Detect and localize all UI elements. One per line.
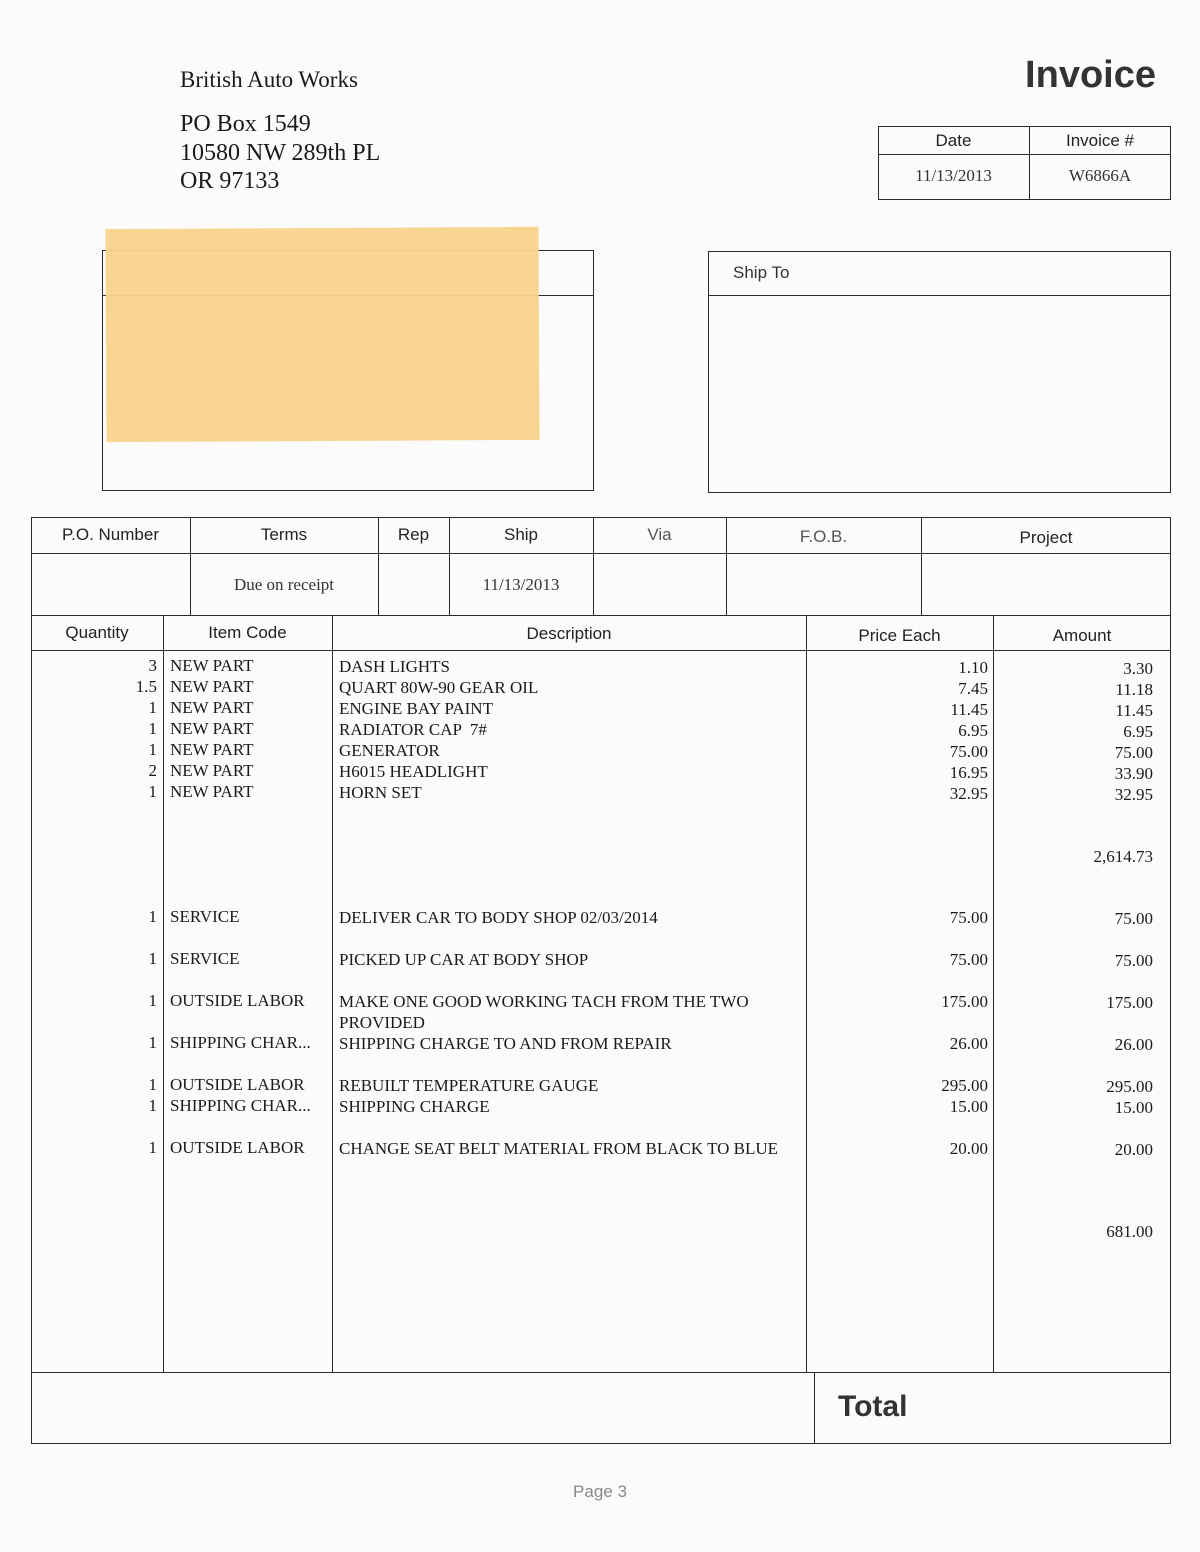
row-item-code: NEW PART: [170, 782, 254, 801]
company-name: British Auto Works: [180, 67, 358, 92]
row-price: 26.00: [949, 1034, 988, 1053]
row-item-code: SHIPPING CHAR...: [170, 1033, 311, 1052]
row-description: RADIATOR CAP 7#: [339, 720, 487, 739]
rep-header: Rep: [397, 525, 430, 544]
divider: [31, 553, 1171, 554]
row-description: QUART 80W-90 GEAR OIL: [339, 678, 539, 697]
row-description: CHANGE SEAT BELT MATERIAL FROM BLACK TO BLUE: [339, 1139, 779, 1158]
row-price: 32.95: [949, 784, 988, 803]
row-quantity: 1: [148, 991, 157, 1010]
row-item-code: NEW PART: [170, 677, 254, 696]
via-header: Via: [647, 525, 672, 544]
project-header: Project: [1019, 528, 1073, 547]
row-amount: 3.30: [1123, 659, 1153, 678]
divider: [31, 650, 1171, 651]
row-price: 1.10: [958, 658, 988, 677]
row-amount: 32.95: [1114, 785, 1153, 804]
row-item-code: NEW PART: [170, 656, 254, 675]
row-amount: 11.18: [1115, 680, 1153, 699]
divider: [814, 1372, 815, 1444]
subtotal-amount: 681.00: [1106, 1222, 1153, 1241]
row-price: 7.45: [958, 679, 988, 698]
divider: [163, 615, 164, 1372]
ship-to-label: Ship To: [733, 263, 790, 282]
subtotal-amount: 2,614.73: [1093, 847, 1153, 866]
invoice-number-label: Invoice #: [1065, 131, 1135, 150]
address-line: OR 97133: [180, 168, 280, 194]
ship-header: Ship: [503, 525, 539, 544]
invoice-date: 11/13/2013: [915, 166, 992, 185]
row-price: 295.00: [941, 1076, 988, 1095]
row-description: H6015 HEADLIGHT: [339, 762, 488, 781]
divider: [878, 154, 1171, 155]
row-item-code: SERVICE: [170, 949, 240, 968]
row-description: MAKE ONE GOOD WORKING TACH FROM THE TWO PROVIDED: [339, 992, 749, 1032]
po-number-header: P.O. Number: [61, 525, 159, 544]
date-label: Date: [935, 131, 972, 150]
ship-to-box: [708, 251, 1171, 493]
divider: [993, 615, 994, 1372]
ship-date-value: 11/13/2013: [482, 575, 560, 594]
address-line: 10580 NW 289th PL: [180, 140, 381, 166]
row-item-code: NEW PART: [170, 740, 254, 759]
row-item-code: NEW PART: [170, 698, 254, 717]
quantity-header: Quantity: [65, 623, 129, 642]
row-quantity: 1: [148, 698, 157, 717]
row-description: ENGINE BAY PAINT: [339, 699, 493, 718]
row-amount: 33.90: [1114, 764, 1153, 783]
row-price: 75.00: [949, 742, 988, 761]
row-amount: 26.00: [1114, 1035, 1153, 1054]
row-price: 75.00: [949, 908, 988, 927]
address-line: PO Box 1549: [180, 111, 311, 137]
row-amount: 75.00: [1114, 909, 1153, 928]
row-description: PICKED UP CAR AT BODY SHOP: [339, 950, 589, 969]
row-quantity: 1: [148, 949, 157, 968]
total-label: Total: [838, 1390, 908, 1423]
row-amount: 20.00: [1114, 1140, 1153, 1159]
row-item-code: NEW PART: [170, 719, 254, 738]
row-amount: 11.45: [1115, 701, 1153, 720]
row-amount: 6.95: [1123, 722, 1153, 741]
divider: [31, 1372, 1171, 1373]
row-quantity: 1: [148, 1138, 157, 1157]
row-description: DELIVER CAR TO BODY SHOP 02/03/2014: [339, 908, 658, 927]
row-quantity: 1: [148, 782, 157, 801]
row-quantity: 1: [148, 719, 157, 738]
row-price: 15.00: [949, 1097, 988, 1116]
row-quantity: 1: [148, 1075, 157, 1094]
row-description: HORN SET: [339, 783, 422, 802]
row-quantity: 2: [148, 761, 157, 780]
divider: [332, 615, 333, 1372]
row-amount: 75.00: [1114, 743, 1153, 762]
row-description: REBUILT TEMPERATURE GAUGE: [339, 1076, 599, 1095]
row-price: 175.00: [941, 992, 988, 1011]
row-description: SHIPPING CHARGE TO AND FROM REPAIR: [339, 1034, 672, 1053]
item-code-header: Item Code: [208, 623, 287, 642]
row-price: 20.00: [949, 1139, 988, 1158]
row-amount: 75.00: [1114, 951, 1153, 970]
row-quantity: 1: [148, 1033, 157, 1052]
price-each-header: Price Each: [858, 626, 941, 645]
divider: [708, 295, 1171, 296]
row-quantity: 3: [148, 656, 157, 675]
amount-header: Amount: [1052, 626, 1112, 645]
invoice-number: W6866A: [1068, 166, 1132, 185]
redaction-sticky-note: [105, 227, 539, 442]
row-quantity: 1: [148, 740, 157, 759]
row-price: 75.00: [949, 950, 988, 969]
row-item-code: SHIPPING CHAR...: [170, 1096, 311, 1115]
row-quantity: 1: [148, 1096, 157, 1115]
row-item-code: SERVICE: [170, 907, 240, 926]
row-amount: 15.00: [1114, 1098, 1153, 1117]
row-amount: 295.00: [1106, 1077, 1153, 1096]
fob-header: F.O.B.: [799, 527, 848, 546]
row-quantity: 1.5: [135, 677, 157, 696]
row-item-code: OUTSIDE LABOR: [170, 1075, 305, 1094]
row-price: 6.95: [958, 721, 988, 740]
divider: [806, 615, 807, 1372]
row-price: 11.45: [950, 700, 988, 719]
divider: [31, 615, 1171, 616]
row-price: 16.95: [949, 763, 988, 782]
description-header: Description: [526, 624, 612, 643]
row-item-code: NEW PART: [170, 761, 254, 780]
row-description: SHIPPING CHARGE: [339, 1097, 490, 1116]
page-number: Page 3: [573, 1482, 627, 1501]
row-description: GENERATOR: [339, 741, 440, 760]
terms-header: Terms: [260, 525, 308, 544]
row-item-code: OUTSIDE LABOR: [170, 1138, 305, 1157]
row-amount: 175.00: [1106, 993, 1153, 1012]
terms-value: Due on receipt: [233, 575, 335, 594]
row-quantity: 1: [148, 907, 157, 926]
document-title: Invoice: [1025, 54, 1156, 96]
row-item-code: OUTSIDE LABOR: [170, 991, 305, 1010]
row-description: DASH LIGHTS: [339, 657, 450, 676]
